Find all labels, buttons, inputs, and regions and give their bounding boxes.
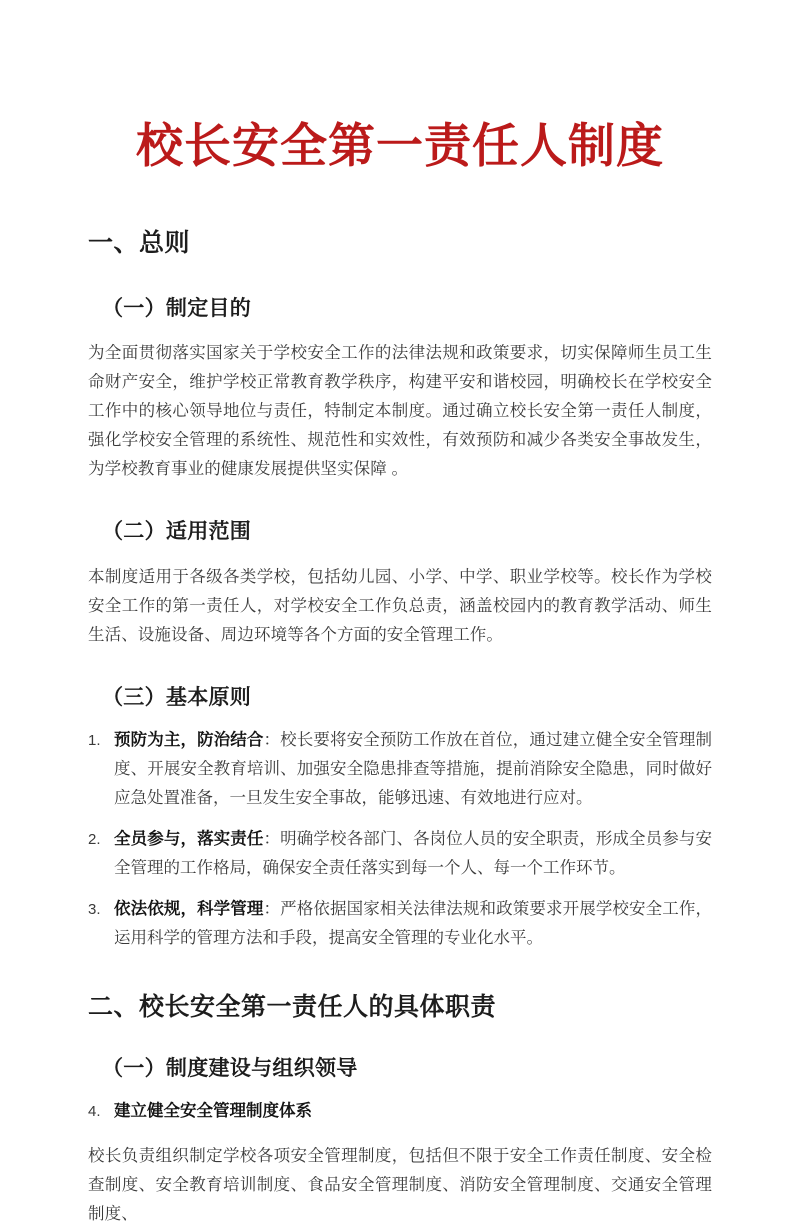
subsection-heading-1-2: （二）适用范围	[102, 520, 252, 544]
list-item	[88, 825, 712, 883]
list-marker: 3.	[88, 901, 101, 919]
list-item-text: ：严格依据国家相关法律法规和政策要求开展学校安全工作，运用科学的管理方法和手段，提高安全管理的专业化水平。	[114, 900, 713, 948]
section-2	[88, 991, 712, 1229]
paragraph-1-1: 为全面贯彻落实国家关于学校安全工作的法律法规和政策要求，切实保障师生员工生命财产安全，维护学校正常教育教学秩序，构建平安和谐校园，明确校长在学校安全工作中的核心领导地位与责任，特制定本制度。通过确立校长安全第一责任人制度，强化学校安全管理的系统性、规范性和实效性，有效预防和减少各类安全事故发生，为学校教育事业的健康发展提供坚实保障 。	[88, 344, 712, 479]
subsection-heading-1-1: （一）制定目的	[102, 297, 252, 321]
list-marker: 2.	[88, 831, 101, 849]
subsection-heading-2-1: （一）制度建设与组织领导	[102, 1056, 358, 1080]
list-item	[88, 726, 712, 813]
paragraph-1-2: 本制度适用于各级各类学校，包括幼儿园、小学、中学、职业学校等。校长作为学校安全工作的第一责任人，对学校安全工作负总责，涵盖校园内的教育教学活动、师生生活、设施设备、周边环境等各个方面的安全管理工作。	[88, 567, 712, 644]
section-1	[88, 227, 712, 953]
list-item-lead: 建立健全安全管理制度体系	[114, 1102, 312, 1121]
principles-list	[88, 726, 712, 953]
list-item	[88, 1097, 712, 1126]
subsection-heading-1-3: （三）基本原则	[102, 685, 252, 709]
list-item-text: ：校长要将安全预防工作放在首位，通过建立健全安全管理制度、开展安全教育培训、加强安全隐患排查等措施，提前消除安全隐患，同时做好应急处置准备，一旦发生安全事故，能够迅速、有效地进行应对。	[114, 731, 713, 808]
paragraph-2-1: 校长负责组织制定学校各项安全管理制度，包括但不限于安全工作责任制度、安全检查制度、安全教育培训制度、食品安全管理制度、消防安全管理制度、交通安全管理制度、	[88, 1147, 712, 1224]
page-title: 校长安全第一责任人制度	[136, 119, 664, 172]
section-heading-2: 二、校长安全第一责任人的具体职责	[88, 993, 497, 1022]
list-marker: 4.	[88, 1103, 101, 1121]
list-item-text: ：明确学校各部门、各岗位人员的安全职责，形成全员参与安全管理的工作格局，确保安全责任落实到每一个人、每一个工作环节。	[114, 830, 713, 878]
list-item-lead: 依法依规，科学管理	[114, 900, 264, 919]
list-marker: 1.	[88, 732, 101, 750]
duties-list	[88, 1097, 712, 1126]
section-heading-1: 一、总则	[88, 229, 191, 258]
list-item	[88, 895, 712, 953]
list-item-lead: 全员参与，落实责任	[114, 830, 264, 849]
list-item-lead: 预防为主，防治结合	[114, 731, 264, 750]
